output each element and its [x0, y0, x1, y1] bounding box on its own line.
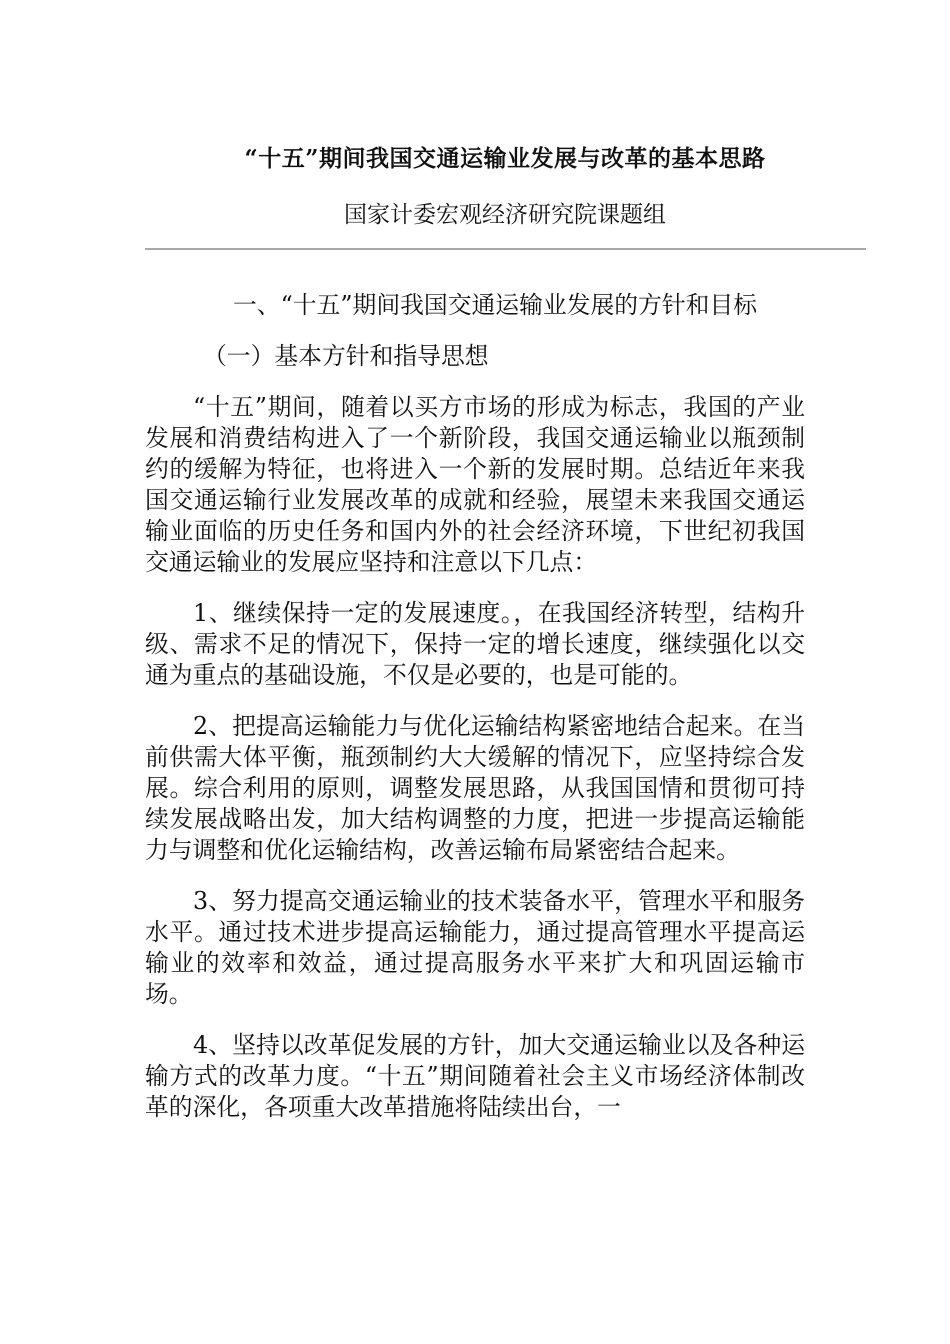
paragraph-point-3: 3、努力提高交通运输业的技术装备水平，管理水平和服务水平。通过技术进步提高运输能力，通过提高管理水平提高运输业的效率和效益，通过提高服务水平来扩大和巩固运输市场。: [145, 887, 805, 1008]
paragraph-point-2: 2、把提高运输能力与优化运输结构紧密地结合起来。在当前供需大体平衡，瓶颈制约大大缓解的情况下，应坚持综合发展。综合利用的原则，调整发展思路，从我国国情和贯彻可持续发展战略出发，加大结构调整的力度，把进一步提高运输能力与调整和优化运输结构，改善运输布局紧密结合起来。: [145, 712, 805, 864]
document-author: 国家计委宏观经济研究院课题组: [344, 202, 666, 228]
subsection-heading: （一）基本方针和指导思想: [203, 342, 489, 370]
document-body: [145, 290, 805, 1143]
paragraph-point-1: 1、继续保持一定的发展速度。，在我国经济转型，结构升级、需求不足的情况下，保持一定的增长速度，继续强化以交通为重点的基础设施，不仅是必要的，也是可能的。: [145, 599, 805, 689]
section-heading: 一、“十五”期间我国交通运输业发展的方针和目标: [233, 291, 758, 319]
document-title: “十五”期间我国交通运输业发展与改革的基本思路: [244, 145, 766, 172]
title-divider: [145, 248, 866, 250]
paragraph-intro: “十五”期间，随着以买方市场的形成为标志，我国的产业发展和消费结构进入了一个新阶段，我国交通运输业以瓶颈制约的缓解为特征，也将进入一个新的发展时期。总结近年来我国交通运输行业发展改革的成就和经验，展望未来我国交通运输业面临的历史任务和国内外的社会经济环境，下世纪初我国交通运输业的发展应坚持和注意以下几点：: [145, 393, 805, 576]
paragraph-point-4: 4、坚持以改革促发展的方针，加大交通运输业以及各种运输方式的改革力度。“十五”期间随着社会主义市场经济体制改革的深化，各项重大改革措施将陆续出台，一: [145, 1031, 805, 1121]
